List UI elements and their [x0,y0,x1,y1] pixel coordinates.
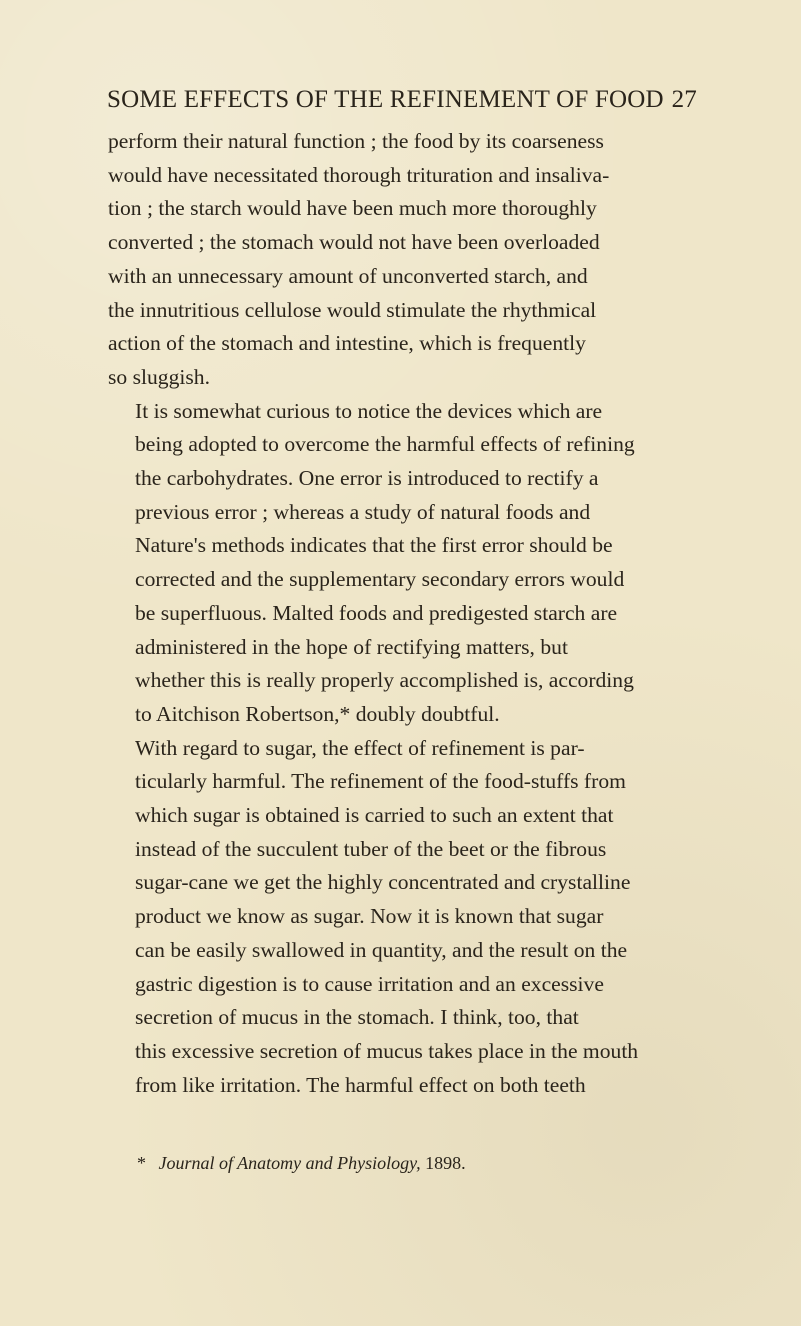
text-line: sugar-cane we get the highly concentrated and crystalline [135,870,631,895]
text-line: product we know as sugar. Now it is known that sugar [135,904,604,929]
text-line: would have necessitated thorough trituration and insaliva- [108,162,610,187]
footnote [137,1151,697,1175]
text-line: corrected and the supplementary secondary errors would [135,567,625,592]
text-line: converted ; the stomach would not have been overloaded [108,230,600,255]
paragraph-3 [108,732,697,1103]
text-line: so sluggish. [108,364,210,389]
paragraph-1 [108,125,697,395]
page-number: 27 [671,86,697,113]
text-line: perform their natural function ; the food by its coarseness [108,129,604,153]
text-line: tion ; the starch would have been much more thoroughly [108,196,597,221]
text-line: instead of the succulent tuber of the beet or the fibrous [135,836,607,861]
text-line: to Aitchison Robertson,* doubly doubtful. [135,701,500,726]
main-text [108,125,697,1102]
running-title: SOME EFFECTS OF THE REFINEMENT OF FOOD [107,86,664,113]
text-line: It is somewhat curious to notice the devices which are [135,398,603,423]
text-line: the innutritious cellulose would stimulate the rhythmical [108,297,597,322]
footnote-source: Journal of Anatomy and Physiology, [158,1153,421,1173]
text-line: be superfluous. Malted foods and predigested starch are [135,600,618,625]
text-line: previous error ; whereas a study of natural foods and [135,499,591,524]
text-line: gastric digestion is to cause irritation and an excessive [135,971,604,996]
running-header [107,86,697,120]
footnote-marker: * [137,1153,146,1173]
text-line: Nature's methods indicates that the first error should be [135,533,613,558]
text-line: the carbohydrates. One error is introduced to rectify a [135,466,599,491]
text-line: with an unnecessary amount of unconverted starch, and [108,263,588,288]
text-line: administered in the hope of rectifying matters, but [135,634,568,659]
text-line: whether this is really properly accomplished is, according [135,668,634,693]
paragraph-2 [108,395,697,732]
footnote-year: 1898. [425,1153,466,1173]
text-line: With regard to sugar, the effect of refinement is par- [135,735,585,760]
text-line: from like irritation. The harmful effect on both teeth [135,1072,586,1097]
text-line: this excessive secretion of mucus takes place in the mouth [135,1038,639,1063]
text-line: action of the stomach and intestine, which is frequently [108,331,586,356]
text-line: secretion of mucus in the stomach. I think, too, that [135,1005,579,1030]
text-line: being adopted to overcome the harmful effects of refining [135,432,635,457]
text-line: which sugar is obtained is carried to such an extent that [135,803,614,828]
text-line: ticularly harmful. The refinement of the food-stuffs from [135,769,626,794]
text-line: can be easily swallowed in quantity, and the result on the [135,937,628,962]
